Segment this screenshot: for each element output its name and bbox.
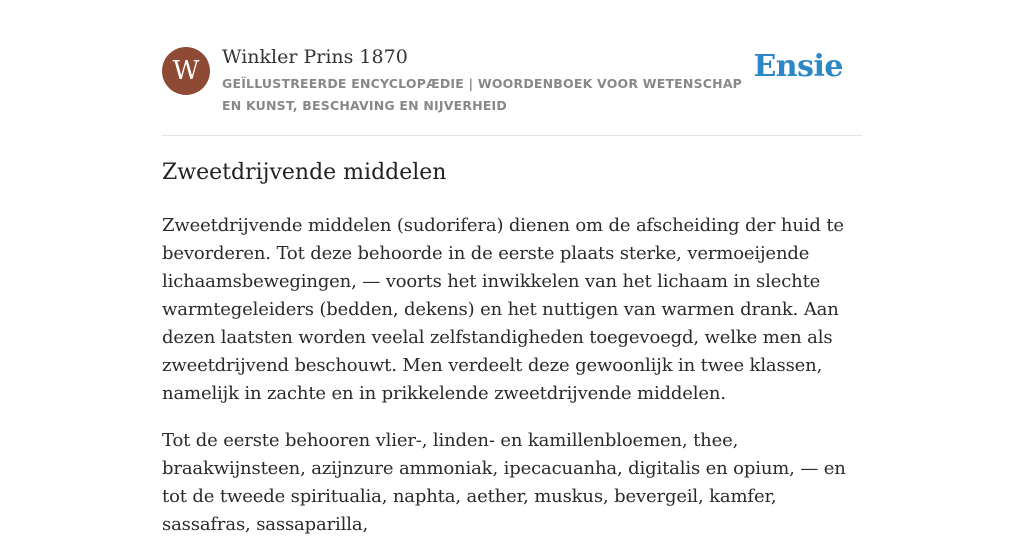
- article-body: [162, 212, 862, 558]
- article-paragraph: Zweetdrijvende middelen (sudorifera) dienen om de afscheiding der huid te bevorderen. Tot deze behoorde in de eerste plaats sterke, vermoeijende lichaamsbewegingen, — voorts het inwikkelen van het lichaam in slechte warmtegeleiders (bedden, dekens) en het nuttigen van warmen drank. Aan dezen laatsten worden veelal zelfstandigheden toegevoegd, welke men als zweetdrijvend beschouwt. Men verdeelt deze gewoonlijk in twee klassen, namelijk in zachte en in prikkelende zweetdrijvende middelen.: [162, 215, 844, 404]
- article-title: Zweetdrijvende middelen: [162, 160, 447, 185]
- divider: [162, 135, 862, 136]
- brand-logo[interactable]: Ensie: [753, 49, 843, 84]
- source-title[interactable]: Winkler Prins 1870: [222, 46, 408, 68]
- source-subtitle: GEÏLLUSTREERDE ENCYCLOPÆDIE | WOORDENBOEK VOOR WETENSCHAP EN KUNST, BESCHAVING EN NIJVERHEID: [222, 76, 743, 113]
- avatar[interactable]: W: [162, 47, 210, 95]
- article-paragraph: Tot de eerste behooren vlier-, linden- en kamillenbloemen, thee, braakwijnsteen, azijnzure ammoniak, ipecacuanha, digitalis en opium, — en tot de tweede spiritualia, naphta, aether, muskus, bevergeil, kamfer, sassafras, sassaparilla,: [162, 430, 846, 535]
- source-header: [162, 44, 862, 116]
